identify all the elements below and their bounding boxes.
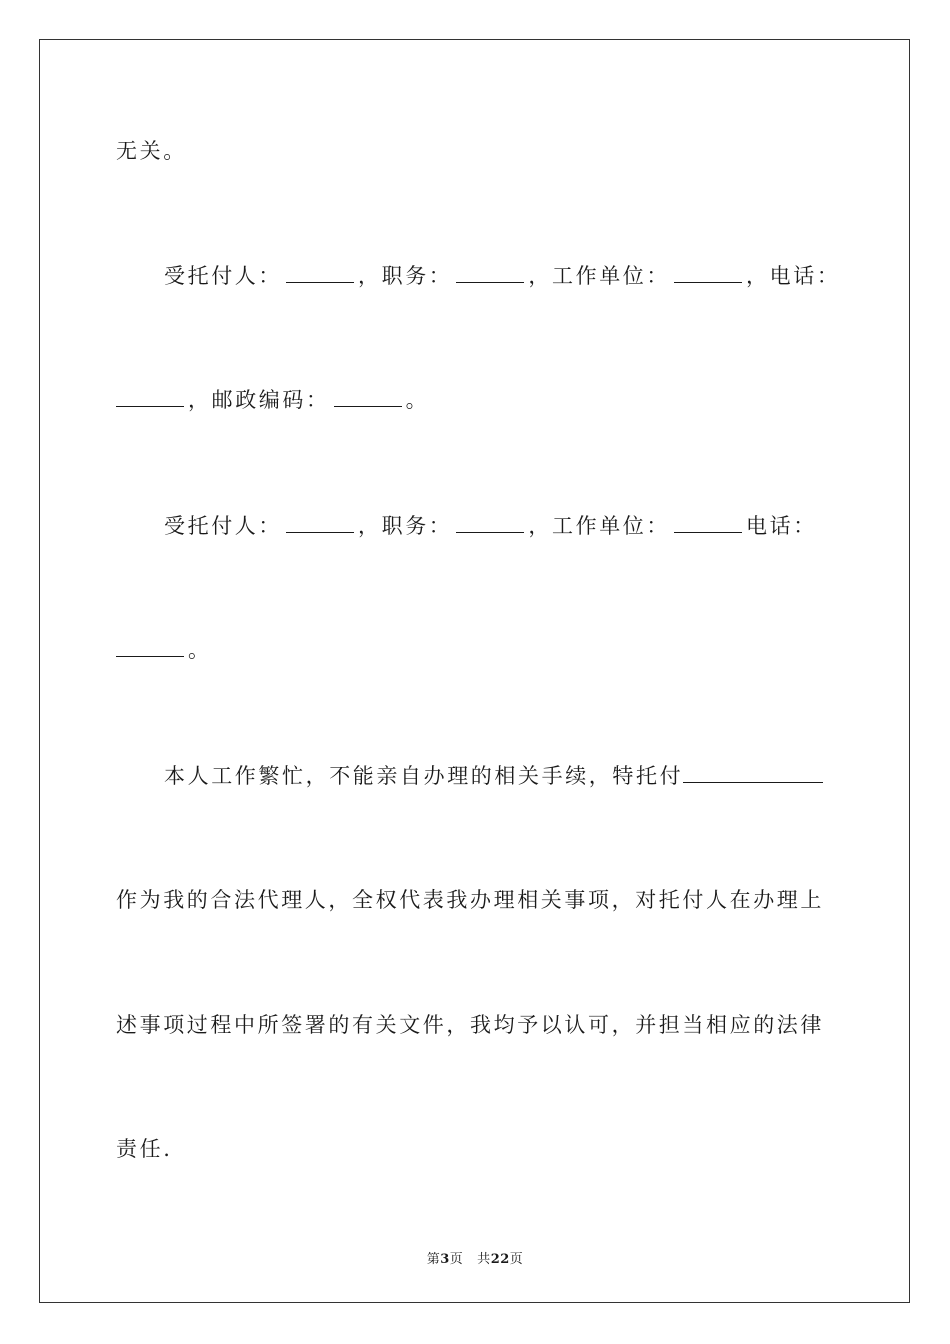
blank-field-agent: [683, 762, 823, 783]
paragraph-line-1: [164, 762, 827, 790]
position-label: ，职务：: [358, 514, 453, 538]
page-border: [39, 39, 910, 1303]
workplace-label: ，工作单位：: [528, 514, 671, 538]
blank-field-workplace: [674, 262, 742, 283]
blank-field-phone: [116, 386, 184, 407]
page-suffix: 页: [449, 1252, 464, 1267]
total-pages: 22: [490, 1252, 510, 1267]
total-suffix: 页: [509, 1252, 524, 1267]
trustee-entry-1-cont: [116, 386, 429, 414]
trustee-entry-2-cont: [116, 636, 212, 664]
blank-field-position: [456, 512, 524, 533]
page-number: 3: [440, 1252, 450, 1267]
total-prefix: 共: [477, 1252, 491, 1267]
entry-end: 。: [188, 638, 212, 662]
paragraph-line-2: 作为我的合法代理人，全权代表我办理相关事项，对托付人在办理上: [116, 888, 824, 912]
workplace-label: ，工作单位：: [528, 264, 671, 288]
blank-field-workplace: [674, 512, 742, 533]
blank-field-postcode: [334, 386, 402, 407]
page-prefix: 第: [426, 1252, 441, 1267]
entry-end: 。: [405, 388, 430, 412]
phone-label: 电话：: [746, 514, 817, 538]
blank-field-phone: [116, 636, 184, 657]
phone-label: ，电话：: [746, 264, 841, 288]
trustee-entry-2: [164, 512, 817, 540]
postcode-label: ，邮政编码：: [188, 388, 330, 412]
text-line-1: 无关。: [116, 139, 187, 163]
paragraph-text: 本人工作繁忙，不能亲自办理的相关手续，特托付: [164, 764, 684, 788]
blank-field-name: [286, 512, 354, 533]
position-label: ，职务：: [358, 264, 453, 288]
trustee-label: 受托付人：: [164, 264, 282, 288]
blank-field-name: [286, 262, 354, 283]
paragraph-line-3: 述事项过程中所签署的有关文件，我均予以认可，并担当相应的法律: [116, 1013, 824, 1037]
trustee-entry-1: [164, 262, 840, 290]
paragraph-line-4: 责任.: [116, 1137, 173, 1161]
trustee-label: 受托付人：: [164, 514, 282, 538]
blank-field-position: [456, 262, 524, 283]
page-footer: [0, 1248, 950, 1267]
